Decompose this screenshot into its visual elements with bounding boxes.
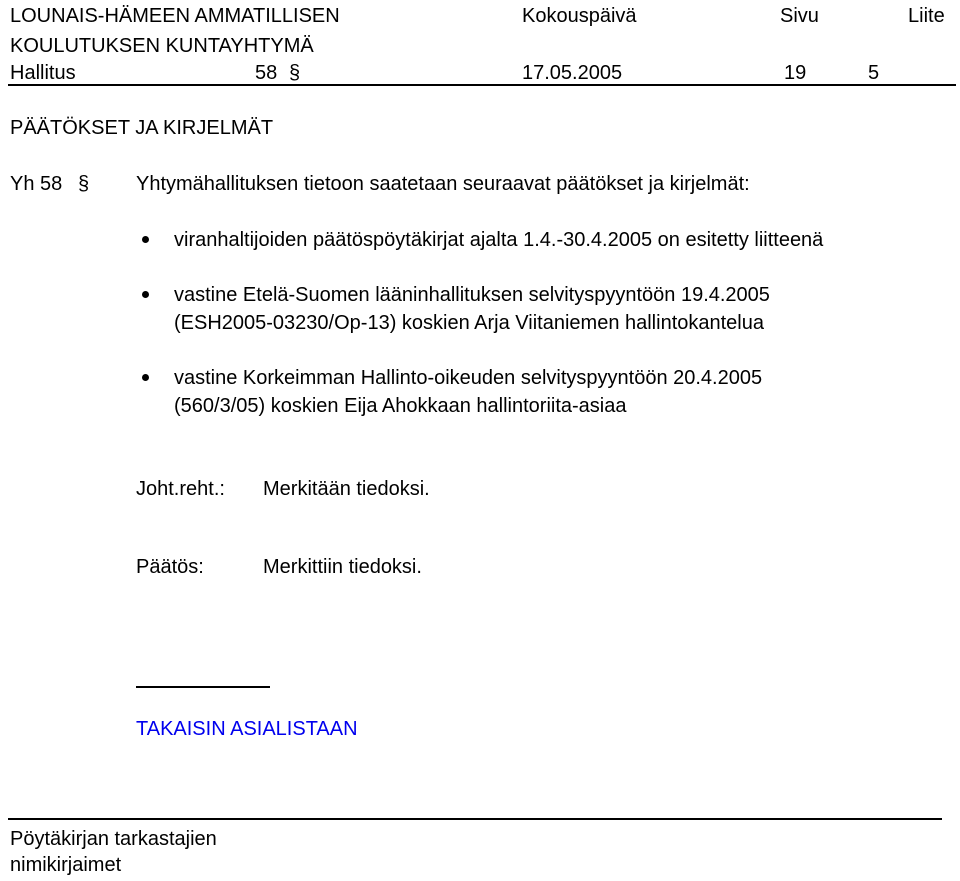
- meeting-date-label: Kokouspäivä: [522, 5, 637, 27]
- decision-text: Merkittiin tiedoksi.: [263, 556, 422, 578]
- attachment-number: 5: [868, 62, 880, 84]
- section-ref: Yh 58: [10, 173, 63, 195]
- list-item-3-line1: vastine Korkeimman Hallinto-oikeuden selvityspyyntöön 20.4.2005: [174, 367, 763, 389]
- bullet-icon: [142, 236, 149, 243]
- proposal-text: Merkitään tiedoksi.: [263, 478, 430, 500]
- bullet-icon: [142, 374, 149, 381]
- attachment-label: Liite: [908, 5, 945, 27]
- header-section-symbol: §: [289, 62, 301, 84]
- back-to-agenda-link[interactable]: TAKAISIN ASIALISTAAN: [136, 718, 358, 740]
- section-symbol: §: [78, 173, 90, 195]
- meeting-date: 17.05.2005: [522, 62, 623, 84]
- footer-divider: [8, 818, 942, 820]
- intro-text: Yhtymähallituksen tietoon saatetaan seuraavat päätökset ja kirjelmät:: [136, 173, 750, 195]
- page-label: Sivu: [780, 5, 819, 27]
- list-item-2-line1: vastine Etelä-Suomen lääninhallituksen selvityspyyntöön 19.4.2005: [174, 284, 770, 306]
- list-item-2-line2: (ESH2005-03230/Op-13) koskien Arja Viitaniemen hallintokantelua: [174, 312, 764, 334]
- proposal-label: Joht.reht.:: [136, 478, 225, 500]
- org-name-line1: LOUNAIS-HÄMEEN AMMATILLISEN: [10, 5, 340, 27]
- page-number: 19: [784, 62, 807, 84]
- org-name-line2: KOULUTUKSEN KUNTAYHTYMÄ: [10, 35, 314, 57]
- list-item-1: viranhaltijoiden päätöspöytäkirjat ajalta 1.4.-30.4.2005 on esitetty liitteenä: [174, 229, 824, 251]
- body-name: Hallitus: [10, 62, 76, 84]
- page-title: PÄÄTÖKSET JA KIRJELMÄT: [10, 117, 274, 139]
- list-item-3-line2: (560/3/05) koskien Eija Ahokkaan hallintoriita-asiaa: [174, 395, 627, 417]
- footer-label-line1: Pöytäkirjan tarkastajien: [10, 828, 217, 850]
- bullet-icon: [142, 291, 149, 298]
- separator-line: [136, 686, 270, 688]
- decision-label: Päätös:: [136, 556, 204, 578]
- header-divider: [8, 84, 956, 86]
- header-section-number: 58: [255, 62, 278, 84]
- footer-label-line2: nimikirjaimet: [10, 854, 122, 876]
